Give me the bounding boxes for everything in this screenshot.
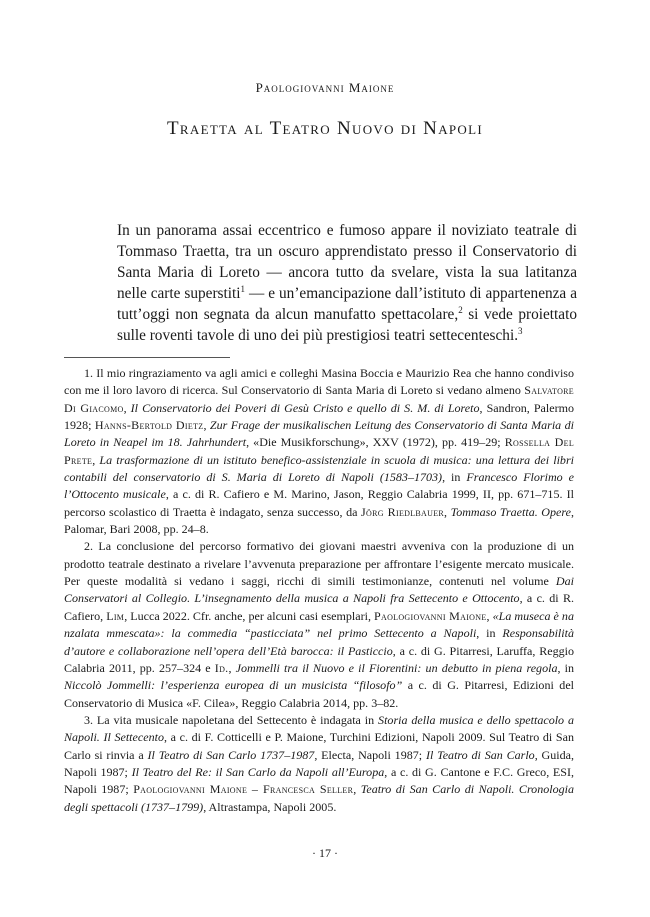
footnote-publisher: Lim: [106, 608, 125, 623]
footnote-text: , Electa, Napoli 1987;: [314, 747, 426, 762]
footnote-work-title: Teatro di San Carlo di Napoli. Cronologia degli spettacoli (1737–1799): [64, 782, 575, 814]
body-text-1: In un panorama assai eccentrico e fumoso appare il noviziato teatrale di Tommaso Traetta, tra un oscuro apprendistato presso il Conservatorio di Santa Maria di Loreto — ancora tutto da svelare, vista la sua latitanza nelle carte superstiti: [117, 222, 577, 303]
footnote-text: , in: [476, 626, 503, 641]
footnote-author: Id.: [214, 660, 229, 675]
footnote-author: Jörg Riedlbauer: [361, 504, 445, 519]
footnotes: [64, 365, 574, 816]
footnote-text: , in: [442, 470, 467, 485]
footnote-work-title: Dai Conservatori al Collegio. L’insegnamento della musica a Napoli fra Settecento e Ottocento: [64, 574, 574, 606]
footnote-text: , a c. di R. Cafiero,: [64, 591, 575, 623]
footnote-text: , «Die Musikforschung», XXV (1972), pp. 419–29;: [246, 435, 505, 450]
footnote-text: ,: [486, 608, 493, 623]
footnote-text: , a c. di G. Cantone e F.C. Greco, ESI, Napoli 1987;: [64, 764, 574, 797]
footnote-author: Rossella Del Prete: [64, 435, 575, 467]
author-name: Paologiovanni Maione: [255, 80, 395, 95]
footnote-work-title: Il Teatro del Re: il San Carlo da Napoli all’Europa: [131, 764, 385, 779]
footnote-work-title: Francesco Florimo e l’Ottocento musicale: [64, 470, 574, 502]
footnote-text: 2. La conclusione del percorso formativo dei giovani maestri avveniva con la produzione di un prodotto teatrale destinato a rivelare l’avvenuta preparazione per affrontare l’esigente mercato musicale. Per queste modalità si vedano i saggi, ricchi di simili testimonianze, contenuti nel volume: [64, 539, 574, 589]
footnote-text: , Lucca 2022. Cfr. anche, per alcuni casi esemplari,: [124, 608, 375, 623]
footnote-author: Salvatore Di Giacomo: [64, 383, 574, 415]
footnote-work-title: Niccolò Jommelli: l’esperienza europea di un musicista “filosofo”: [64, 678, 403, 693]
footnote-ref-1[interactable]: 1: [240, 284, 245, 295]
footnote-author: Paologiovanni Maione – Francesca Seller: [133, 782, 354, 797]
footnote-work-title: Responsabilità d’autore e collaborazione nell’opera dell’Età barocca: il Pasticcio: [64, 626, 575, 658]
footnote-ref-3[interactable]: 3: [518, 326, 523, 337]
footnote-text: a c. di G. Pitarresi, Edizioni del Conservatorio di Musica «F. Cilea», Reggio Calabria 2014, pp. 3–82.: [64, 678, 575, 710]
footnote-text: ,: [92, 452, 100, 467]
footnote-text: 3. La vita musicale napoletana del Settecento è indagata in: [84, 712, 379, 727]
chapter-title: Traetta al Teatro Nuovo di Napoli: [167, 118, 483, 139]
footnote-text: , a c. di F. Cotticelli e P. Maione, Turchini Edizioni, Napoli 2009. Sul Teatro di San Carlo si rinvia a: [64, 730, 574, 762]
footnote-ref-2[interactable]: 2: [458, 305, 463, 316]
footnote-text: , Palomar, Bari 2008, pp. 24–8.: [64, 504, 574, 537]
footnote-work-title: Storia della musica e dello spettacolo a Napoli. Il Settecento: [64, 712, 574, 745]
footnote-work-title: Zur Frage der musikalischen Leitung des Conservatorio di Santa Maria di Loreto in Neapel im 18. Jahrhundert: [64, 418, 574, 450]
footnote-text: , a c. di G. Pitarresi, Laruffa, Reggio Calabria 2011, pp. 257–324 e: [64, 643, 575, 675]
footnote-text: , a c. di R. Cafiero e M. Marino, Jason, Reggio Calabria 1999, II, pp. 671–715. Il percorso scolastico di Traetta è indagato, senza successo, da: [64, 487, 574, 519]
body-paragraph: [117, 220, 577, 347]
footnote-author: Paologiovanni Maione: [374, 608, 487, 623]
footnote-2: [64, 538, 574, 711]
footnote-text: ,: [123, 400, 131, 415]
footnote-text: , in: [557, 660, 575, 675]
footnote-text: , Altrastampa, Napoli 2005.: [203, 799, 337, 814]
footnote-3: [64, 712, 574, 816]
footnote-text: , Sandron, Palermo 1928;: [64, 400, 574, 433]
footnote-work-title: Il Teatro di San Carlo 1737–1987: [147, 747, 315, 762]
footnote-work-title: La trasformazione di un istituto benefico-assistenziale in scuola di musica: una lettura dei libri contabili del conservatorio di S. Maria di Loreto di Napoli (1583–1703): [64, 452, 574, 485]
footnote-text: ,: [353, 782, 361, 797]
footnote-text: 1. Il mio ringraziamento va agli amici e colleghi Masina Boccia e Maurizio Rea che hanno condiviso con me il loro lavoro di ricerca. Sul Conservatorio di Santa Maria di Loreto si vedano almeno: [64, 366, 574, 398]
footnote-text: ,: [203, 418, 210, 433]
footnote-work-title: Il Conservatorio dei Poveri di Gesù Cristo e quello di S. M. di Loreto: [130, 400, 480, 415]
page-number: · 17 ·: [312, 846, 338, 860]
footnote-work-title: «La museca è na nzalata mmescata»: la commedia “pasticciata” nel primo Settecento a Napoli: [64, 608, 574, 641]
footnote-text: ,: [444, 504, 451, 519]
footnote-text: ,: [228, 660, 236, 675]
footnote-1: [64, 365, 574, 538]
body-text-3: si vede proiettato sulle roventi tavole di uno dei più prestigiosi teatri settecenteschi.: [117, 306, 577, 345]
footnote-work-title: Tommaso Traetta. Opere: [450, 504, 571, 519]
footnote-author: Hanns-Bertold Dietz: [94, 418, 204, 433]
footnote-work-title: Il Teatro di San Carlo: [425, 747, 535, 762]
footnote-work-title: Jommelli tra il Nuovo e il Fiorentini: un debutto in piena regola: [235, 660, 558, 675]
footnote-text: , Guida, Napoli 1987;: [64, 747, 574, 779]
body-text-2: — e un’emancipazione dall’istituto di appartenenza a tutt’oggi non segnata da alcun manufatto spettacolare,: [117, 285, 577, 324]
footnote-separator: [64, 357, 230, 358]
